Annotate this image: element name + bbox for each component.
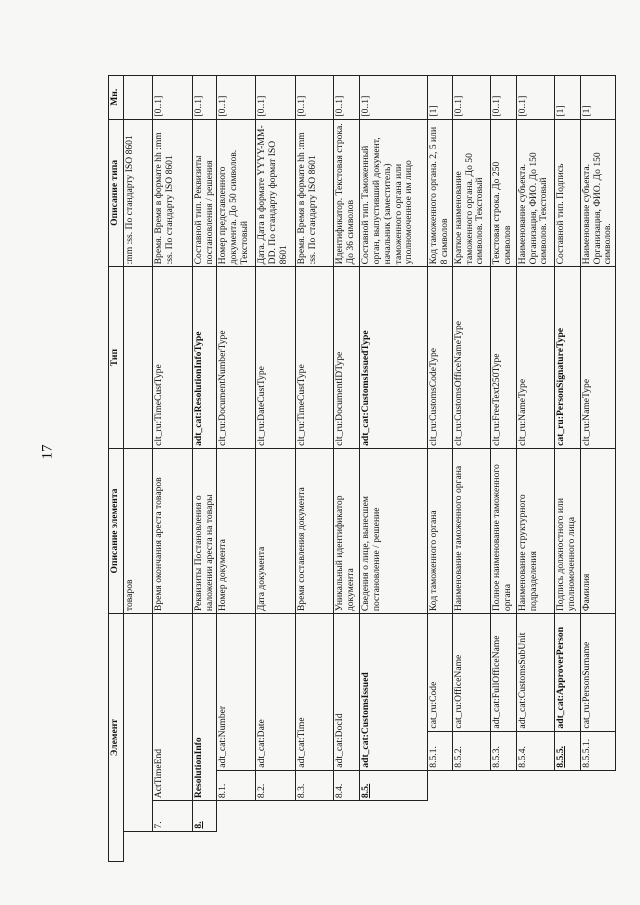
type-desc: Составной тип. Таможенный орган, выпустивший документ, начальник (заместитель) таможенного органа или уполномоченное им лицо xyxy=(360,119,428,267)
element-desc: Подпись должностного или уполномоченного лица xyxy=(554,448,580,613)
row-number: 8.5.1. xyxy=(428,731,452,770)
row-number: 8. xyxy=(193,801,217,831)
type-desc: Время. Время в формате hh :mm :ss. По стандарту ISO 8601 xyxy=(296,119,334,267)
element-type: clt_ru:NameType xyxy=(580,267,615,449)
type-desc: Дата. Дата в формате YYYY-MM-DD. По стандарту формат ISO 8601 xyxy=(256,119,296,267)
type-desc: Текстовая строка. До 250 символов xyxy=(490,119,516,267)
element-type: clt_ru:FreeText250Type xyxy=(490,267,516,449)
element-type: adt_cat:CustomsIssuedType xyxy=(360,267,428,449)
element-name: adt_cat:Number xyxy=(217,614,256,771)
row-number: 8.1. xyxy=(217,770,256,800)
multiplicity: [1] xyxy=(580,76,615,120)
row-number: 7. xyxy=(153,801,193,831)
table-row xyxy=(554,76,580,862)
element-spec-table xyxy=(108,75,616,862)
row-number: 8.2. xyxy=(256,770,296,800)
type-desc: Наименование субъекта. Организация, ФИО. До 150 символов. Текстовый xyxy=(516,119,554,267)
element-desc: Уникальный идентификатор документа xyxy=(334,448,360,613)
row-number: 8.5.4. xyxy=(516,731,554,770)
row-number: 8.5.2. xyxy=(452,731,490,770)
table-row xyxy=(296,76,334,862)
rotated-page-area xyxy=(108,75,614,862)
multiplicity: [0..1] xyxy=(360,76,428,120)
type-desc: Наименование субъекта. Организация, ФИО. До 150 символов. xyxy=(580,119,615,267)
element-desc: Дата документа xyxy=(256,448,296,613)
row-number: 8.4. xyxy=(334,770,360,800)
type-desc: Код таможенного органа. 2, 5 или 8 символов xyxy=(428,119,452,267)
row-number: 8.3. xyxy=(296,770,334,800)
type-desc: Краткое наименование таможенного органа. До 50 символов. Текстовый xyxy=(452,119,490,267)
table-row xyxy=(217,76,256,862)
multiplicity: [0..1] xyxy=(217,76,256,120)
table-row xyxy=(256,76,296,862)
multiplicity: [0..1] xyxy=(334,76,360,120)
multiplicity: [0..1] xyxy=(490,76,516,120)
element-desc: Реквизиты Постановления о наложении ареста на товары xyxy=(193,448,217,613)
table-row xyxy=(124,76,153,862)
type-desc: Номер представленного документа. До 50 символов. Текстовый xyxy=(217,119,256,267)
element-name: cat_ru:Code xyxy=(428,614,452,731)
element-type: clt_ru:DocumentNumberType xyxy=(217,267,256,449)
type-desc: Составной тип. Подпись xyxy=(554,119,580,267)
table-row xyxy=(334,76,360,862)
table-row xyxy=(580,76,615,862)
element-name: adt_cat:CustomsIssued xyxy=(360,614,428,771)
element-name: adt_cat:ApproverPerson xyxy=(554,614,580,731)
multiplicity: [0..1] xyxy=(256,76,296,120)
multiplicity: [1] xyxy=(428,76,452,120)
element-desc: Сведения о лице, вынесшем постановление / решение xyxy=(360,448,428,613)
element-name: adt_cat:CustomsSubUnit xyxy=(516,614,554,731)
element-desc: Наименование таможенного органа xyxy=(452,448,490,613)
table-row xyxy=(153,76,193,862)
element-name: adt_cat:Date xyxy=(256,614,296,771)
multiplicity: [0..1] xyxy=(193,76,217,120)
element-type: cat_ru:PersonSignatureType xyxy=(554,267,580,449)
table-row xyxy=(452,76,490,862)
element-type: clt_ru:NameType xyxy=(516,267,554,449)
element-name: cat_ru:OfficeName xyxy=(452,614,490,731)
element-name: ActTimeEnd xyxy=(153,614,193,801)
table-row xyxy=(516,76,554,862)
header-type: Тип xyxy=(109,267,124,449)
type-desc: Время. Время в формате hh :mm :ss. По стандарту ISO 8601 xyxy=(153,119,193,267)
header-mult: Мн. xyxy=(109,76,124,120)
header-type-desc: Описание типа xyxy=(109,119,124,267)
type-desc: Идентификатор. Текстовая строка. До 36 символов xyxy=(334,119,360,267)
table-row xyxy=(428,76,452,862)
element-type: clt_ru:DateCustType xyxy=(256,267,296,449)
table-row xyxy=(490,76,516,862)
element-desc: Наименование структурного подразделения xyxy=(516,448,554,613)
table-row xyxy=(193,76,217,862)
table-row xyxy=(360,76,428,862)
element-name: adt_cat:FullOfficeName xyxy=(490,614,516,731)
multiplicity: [0..1] xyxy=(153,76,193,120)
header-element-desc: Описание элемента xyxy=(109,448,124,613)
element-name: ResolutionInfo xyxy=(193,614,217,801)
element-name: adt_cat:Time xyxy=(296,614,334,771)
row-number: 8.5.5.1. xyxy=(580,731,615,770)
element-type: clt_ru:TimeCustType xyxy=(153,267,193,449)
element-desc: Время окончания ареста товаров xyxy=(153,448,193,613)
type-desc: :mm :ss. По стандарту ISO 8601 xyxy=(124,119,153,267)
element-desc: Код таможенного органа xyxy=(428,448,452,613)
element-type: clt_ru:CustomsCodeType xyxy=(428,267,452,449)
element-desc: Фамилия xyxy=(580,448,615,613)
element-name: cat_ru:PersonSurname xyxy=(580,614,615,731)
element-type: clt_ru:DocumentIDType xyxy=(334,267,360,449)
rotated-table-container xyxy=(108,75,614,862)
multiplicity: [0..1] xyxy=(516,76,554,120)
element-desc: товаров xyxy=(124,448,153,613)
row-number: 8.5.5. xyxy=(554,731,580,770)
type-desc: Составной тип. Реквизиты постановления / решения xyxy=(193,119,217,267)
row-number: 8.5.3. xyxy=(490,731,516,770)
element-type: adt_cat:ResolutionInfoType xyxy=(193,267,217,449)
multiplicity: [1] xyxy=(554,76,580,120)
header-element: Элемент xyxy=(109,614,124,862)
multiplicity: [0..1] xyxy=(296,76,334,120)
element-type: clt_ru:CustomsOfficeNameType xyxy=(452,267,490,449)
page-number: 17 xyxy=(39,444,56,460)
header-row xyxy=(109,76,124,862)
row-number: 8.5. xyxy=(360,770,428,800)
multiplicity: [0..1] xyxy=(452,76,490,120)
element-desc: Полное наименование таможенного органа xyxy=(490,448,516,613)
element-desc: Время составления документа xyxy=(296,448,334,613)
element-desc: Номер документа xyxy=(217,448,256,613)
element-type: clt_ru:TimeCustType xyxy=(296,267,334,449)
element-name: adt_cat:DocId xyxy=(334,614,360,771)
